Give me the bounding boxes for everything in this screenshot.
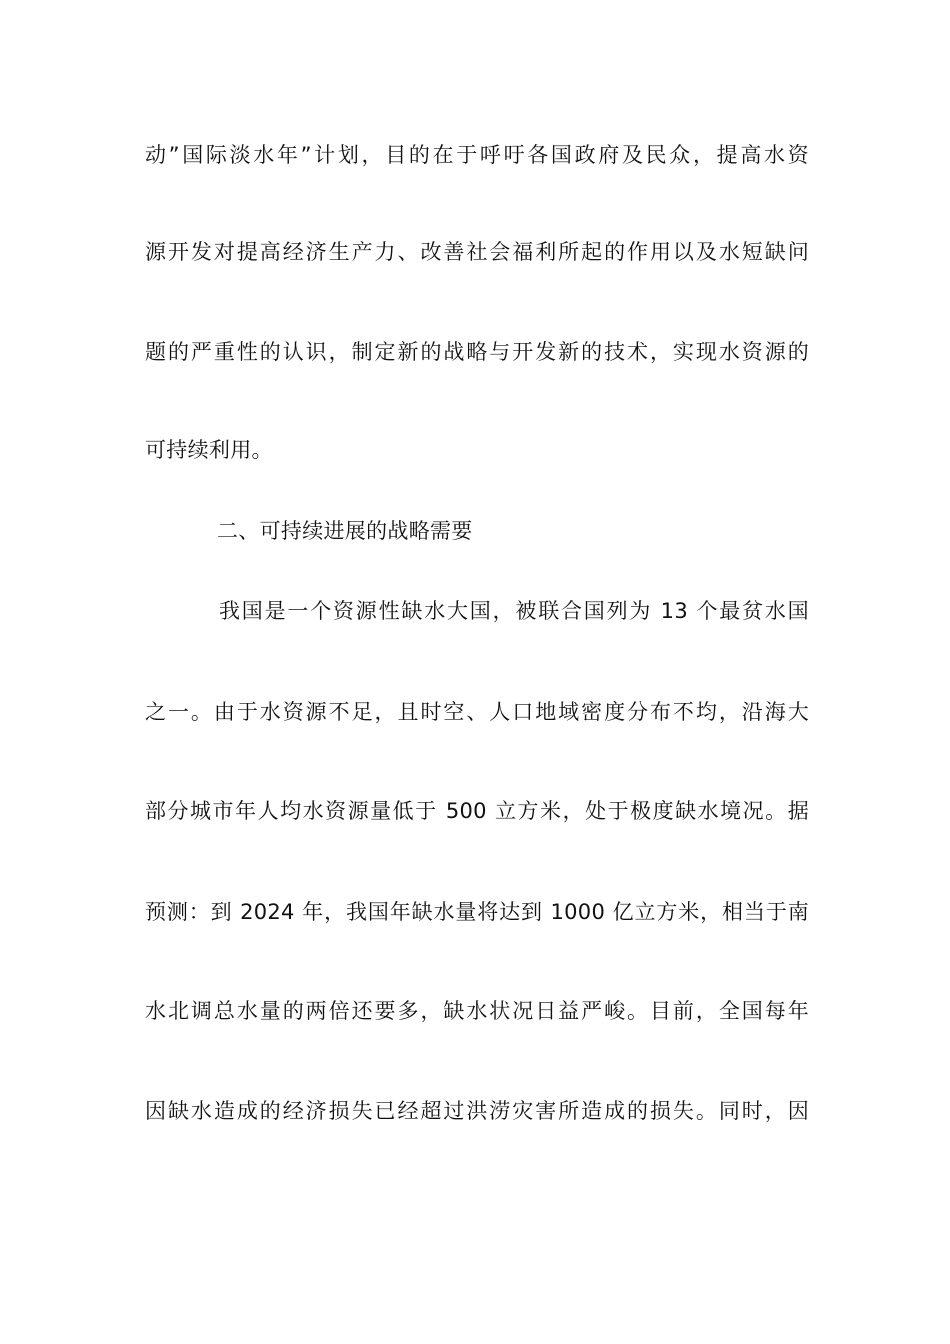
- section-heading: 二、可持续进展的战略需要: [217, 519, 473, 543]
- paragraph-1-line-3: 题的严重性的认识，制定新的战略与开发新的技术，实现水资源的: [145, 340, 809, 364]
- paragraph-2-line-5: 水北调总水量的两倍还要多，缺水状况日益严峻。目前，全国每年: [145, 999, 809, 1023]
- paragraph-2-line-4: 预测：到 2024 年，我国年缺水量将达到 1000 亿立方米，相当于南: [145, 900, 809, 924]
- paragraph-1-line-4: 可持续利用。: [145, 438, 273, 462]
- paragraph-2-line-2: 之一。由于水资源不足，且时空、人口地域密度分布不均，沿海大: [145, 700, 809, 724]
- paragraph-1-line-2: 源开发对提高经济生产力、改善社会福利所起的作用以及水短缺问: [145, 240, 809, 264]
- paragraph-2-line-6: 因缺水造成的经济损失已经超过洪涝灾害所造成的损失。同时，因: [145, 1099, 809, 1123]
- paragraph-2-line-3: 部分城市年人均水资源量低于 500 立方米，处于极度缺水境况。据: [145, 799, 809, 823]
- paragraph-2-line-1: 我国是一个资源性缺水大国，被联合国列为 13 个最贫水国: [219, 599, 809, 623]
- paragraph-1-line-1: 动”国际淡水年”计划，目的在于呼吁各国政府及民众，提高水资: [145, 143, 809, 167]
